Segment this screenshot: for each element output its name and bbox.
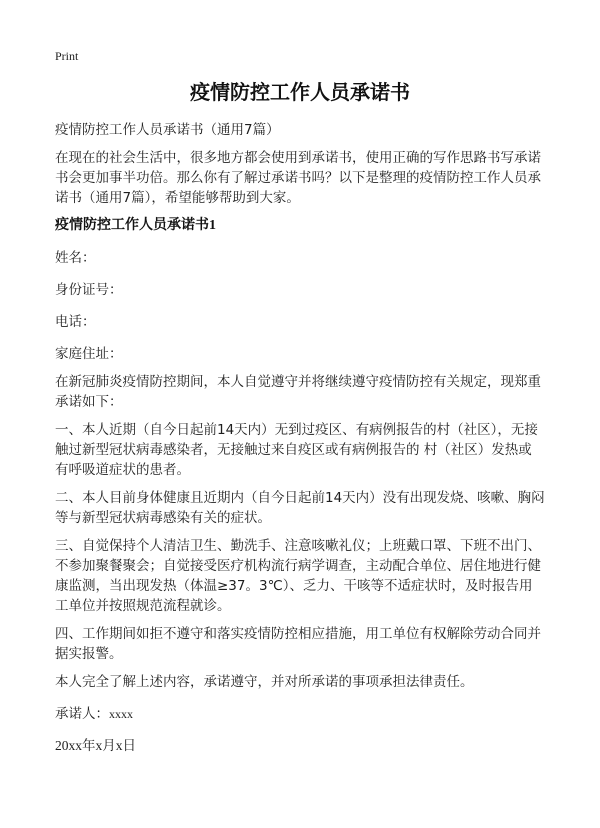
date-line (55, 736, 545, 756)
paragraph-line: 三、自觉保持个人清洁卫生、勤洗手、注意咳嗽礼仪；上班戴口罩、下班不出门、 (55, 538, 541, 554)
paragraph-line: 二、本人目前身体健康且近期内（自今日起前14天内）没有出现发烧、咳嗽、胸闷 (55, 490, 545, 506)
acknowledgement-paragraph (55, 672, 545, 692)
paragraph-line: 康监测，当出现发热（体温≥37。3℃）、乏力、干咳等不适症状时，及时报告用 (55, 578, 533, 594)
clause-2 (55, 488, 545, 528)
signatory-value: xxxx (109, 707, 133, 721)
print-bar (55, 47, 545, 63)
name-field (55, 248, 545, 268)
address-field (55, 344, 545, 364)
paragraph-line: 工单位并按照规范流程就诊。 (55, 598, 231, 614)
acknowledgement-text: 本人完全了解上述内容，承诺遵守，并对所承诺的事项承担法律责任。 (55, 674, 474, 690)
paragraph-line: 在现在的社会生活中，很多地方都会使用到承诺书，使用正确的写作思路书写承诺 (55, 150, 541, 166)
document (55, 0, 545, 756)
section-heading (55, 216, 545, 236)
paragraph-line: 有呼吸道症状的患者。 (55, 462, 190, 478)
paragraph-line: 触过新型冠状病毒感染者，无接触过来自疫区或有病例报告的 村（社区）发热或 (55, 442, 532, 458)
print-link[interactable]: Print (55, 49, 79, 63)
signatory-label: 承诺人： (55, 706, 109, 722)
address-label: 家庭住址： (55, 346, 123, 362)
paragraph-line: 不参加聚餐聚会；自觉接受医疗机构流行病学调查，主动配合单位、居住地进行健 (55, 558, 541, 574)
document-title: 疫情防控工作人员承诺书 (190, 80, 410, 104)
id-number-label: 身份证号： (55, 282, 123, 298)
clause-1 (55, 420, 545, 480)
clause-4 (55, 624, 545, 664)
phone-label: 电话： (55, 314, 96, 330)
paragraph-line: 一、本人近期（自今日起前14天内）无到过疫区、有病例报告的村（社区），无接 (55, 422, 538, 438)
preamble-paragraph (55, 372, 545, 412)
paragraph-line: 书会更加事半功倍。那么你有了解过承诺书吗？以下是整理的疫情防控工作人员承 (55, 170, 541, 186)
paragraph-line: 诺书（通用7篇），希望能够帮助到大家。 (55, 190, 300, 206)
name-label: 姓名： (55, 250, 96, 266)
signatory-line (55, 704, 545, 724)
section-heading-text: 疫情防控工作人员承诺书1 (55, 218, 216, 233)
date-text: 20xx年x月x日 (55, 738, 136, 753)
intro-paragraph (55, 148, 545, 208)
id-number-field (55, 280, 545, 300)
subtitle-text: 疫情防控工作人员承诺书（通用7篇） (55, 122, 280, 138)
document-subtitle (55, 120, 545, 140)
paragraph-line: 承诺如下： (55, 394, 123, 410)
paragraph-line: 四、工作期间如拒不遵守和落实疫情防控相应措施，用工单位有权解除劳动合同并 (55, 626, 541, 642)
phone-field (55, 312, 545, 332)
paragraph-line: 据实报警。 (55, 646, 123, 662)
signatory-row (55, 704, 545, 724)
paragraph-line: 等与新型冠状病毒感染有关的症状。 (55, 510, 271, 526)
clause-3 (55, 536, 545, 616)
paragraph-line: 在新冠肺炎疫情防控期间，本人自觉遵守并将继续遵守疫情防控有关规定，现郑重 (55, 374, 541, 390)
